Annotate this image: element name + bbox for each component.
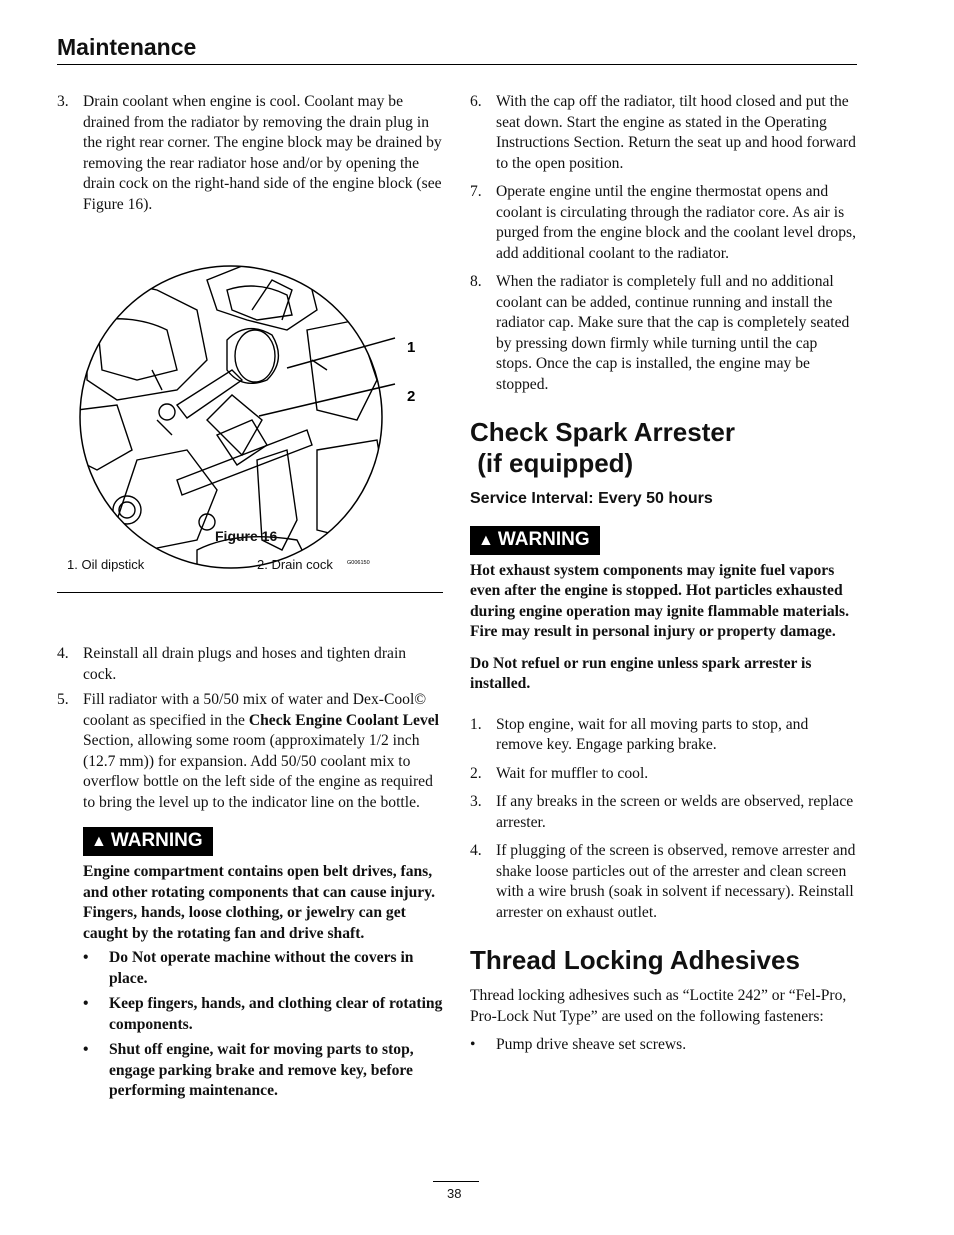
arrester-step bbox=[470, 764, 856, 785]
figure-16 bbox=[57, 220, 443, 632]
step-8 bbox=[470, 272, 856, 395]
bullet-dot: • bbox=[83, 1041, 89, 1058]
figure-rule bbox=[57, 592, 443, 593]
step-number: 6. bbox=[470, 93, 482, 110]
bullet-text: Pump drive sheave set screws. bbox=[496, 1036, 687, 1053]
arrester-step bbox=[470, 841, 856, 923]
step-text: Stop engine, wait for all moving parts to stop, and remove key. Engage parking brake. bbox=[496, 715, 809, 753]
warning-text: Engine compartment contains open belt drives, fans, and other rotating components that can cause injury. Fingers, hands, loose clothing, or jewelry can get caught by the rotating fan and drive shaft. bbox=[83, 863, 436, 942]
warning-block-exhaust bbox=[470, 526, 856, 695]
step-number: 1. bbox=[470, 715, 482, 733]
step-number: 2. bbox=[470, 764, 482, 782]
step-4 bbox=[57, 644, 443, 685]
step-number: 5. bbox=[57, 691, 69, 708]
warning-label: WARNING bbox=[497, 528, 590, 550]
section-title-line-2: (if equipped) bbox=[470, 448, 634, 478]
warning-label: WARNING bbox=[110, 830, 203, 851]
service-interval: Service Interval: Every 50 hours bbox=[470, 490, 713, 507]
warning-bullet bbox=[83, 1040, 443, 1102]
step-text-a: Fill radiator with a 50/50 mix of water and Dex-Cool© coolant as specified in the bbox=[83, 691, 427, 729]
figure-caption: Figure 16 bbox=[215, 528, 278, 544]
thread-locking-text: Thread locking adhesives such as “Loctite 242” or “Fel-Pro, Pro-Lock Nut Type” are used on the following fasteners: bbox=[470, 987, 847, 1025]
step-text: If plugging of the screen is observed, remove arrester and shake loose particles out of the arrester and clean screen with a wire brush (soak in solvent if necessary). Reinstall arrester on exhaust outlet. bbox=[496, 842, 856, 921]
warning-text-2: Do Not refuel or run engine unless spark arrester is installed. bbox=[470, 654, 812, 692]
thread-locking-bullet bbox=[470, 1035, 856, 1056]
bullet-dot: • bbox=[83, 995, 89, 1012]
step-text: Drain coolant when engine is cool. Coolant may be drained from the radiator by removing the drain plug in the right rear corner. The engine block may be drained by removing the rear radiator hose and/or by opening the drain cock on the right-hand side of the engine block (see Figure 16). bbox=[83, 93, 442, 213]
step-6 bbox=[470, 92, 856, 174]
step-text: Operate engine until the engine thermostat opens and coolant is circulating through the radiator core. As air is purged from the engine block and the coolant level drops, add additional coolant to the radiator. bbox=[496, 183, 856, 262]
bullet-dot: • bbox=[470, 1036, 476, 1053]
step-7 bbox=[470, 182, 856, 264]
section-title-thread-locking: Thread Locking Adhesives bbox=[470, 945, 800, 975]
step-text: With the cap off the radiator, tilt hood closed and put the seat down. Start the engine as stated in the Operating Instructions Section. Return the seat up and hood forward to the open position. bbox=[496, 93, 856, 172]
warning-badge bbox=[83, 827, 213, 856]
arrester-step bbox=[470, 715, 856, 756]
right-column bbox=[470, 92, 856, 1061]
step-5 bbox=[57, 690, 443, 813]
warning-triangle-icon: ▲ bbox=[91, 833, 107, 850]
callout-2: 2 bbox=[407, 388, 416, 405]
step-text: Reinstall all drain plugs and hoses and tighten drain cock. bbox=[83, 645, 407, 683]
step-text: When the radiator is completely full and no additional coolant can be added, continue running and install the radiator cap. Make sure that the cap is completely seated by pressing down firmly while turning until the cap stops. Once the cap is installed, the engine may be stopped. bbox=[496, 273, 850, 393]
step-number: 7. bbox=[470, 183, 482, 200]
arrester-step bbox=[470, 792, 856, 833]
step-number: 3. bbox=[470, 793, 482, 810]
step-number: 4. bbox=[470, 842, 482, 859]
warning-text: Hot exhaust system components may ignite fuel vapors even after the engine is stopped. Hot particles exhausted during engine operation may ignite flammable materials. Fire may result in personal injury or property damage. bbox=[470, 561, 849, 640]
warning-triangle-icon: ▲ bbox=[478, 531, 494, 549]
step-text-bold: Check Engine Coolant Level bbox=[248, 711, 440, 729]
legend-item-oil-dipstick: 1. Oil dipstick bbox=[67, 557, 145, 572]
step-number: 8. bbox=[470, 273, 482, 290]
page-number-rule bbox=[433, 1181, 479, 1182]
warning-badge bbox=[470, 526, 600, 555]
step-number: 4. bbox=[57, 645, 69, 662]
figure-code: G006150 bbox=[347, 560, 370, 566]
bullet-text: Keep fingers, hands, and clothing clear of rotating components. bbox=[109, 995, 443, 1033]
step-text: Wait for muffler to cool. bbox=[496, 764, 649, 782]
bullet-text: Shut off engine, wait for moving parts to stop, engage parking brake and remove key, before performing maintenance. bbox=[109, 1041, 414, 1099]
step-text-b: Section, allowing some room (approximately 1/2 inch (12.7 mm)) for expansion. Add 50/50 coolant mix to overflow bottle on the left side of the engine as required to bring the level up to the indicator line on the bottle. bbox=[83, 732, 433, 811]
header-rule bbox=[57, 64, 857, 65]
legend-item-drain-cock: 2. Drain cock bbox=[257, 557, 333, 572]
warning-bullet bbox=[83, 994, 443, 1035]
step-3 bbox=[57, 92, 443, 215]
bullet-dot: • bbox=[83, 949, 89, 966]
page-header-title: Maintenance bbox=[57, 34, 197, 60]
section-title-line-1: Check Spark Arrester bbox=[470, 417, 735, 447]
bullet-text: Do Not operate machine without the covers in place. bbox=[109, 949, 414, 987]
step-number: 3. bbox=[57, 93, 69, 110]
callout-1: 1 bbox=[407, 339, 416, 356]
warning-bullet bbox=[83, 948, 443, 989]
section-title-spark-arrester bbox=[470, 417, 856, 479]
spark-arrester-steps bbox=[470, 715, 856, 924]
warning-block-belt bbox=[57, 827, 443, 1102]
left-column bbox=[57, 92, 443, 1107]
step-text: If any breaks in the screen or welds are observed, replace arrester. bbox=[496, 793, 854, 831]
page-number: 38 bbox=[447, 1186, 462, 1201]
